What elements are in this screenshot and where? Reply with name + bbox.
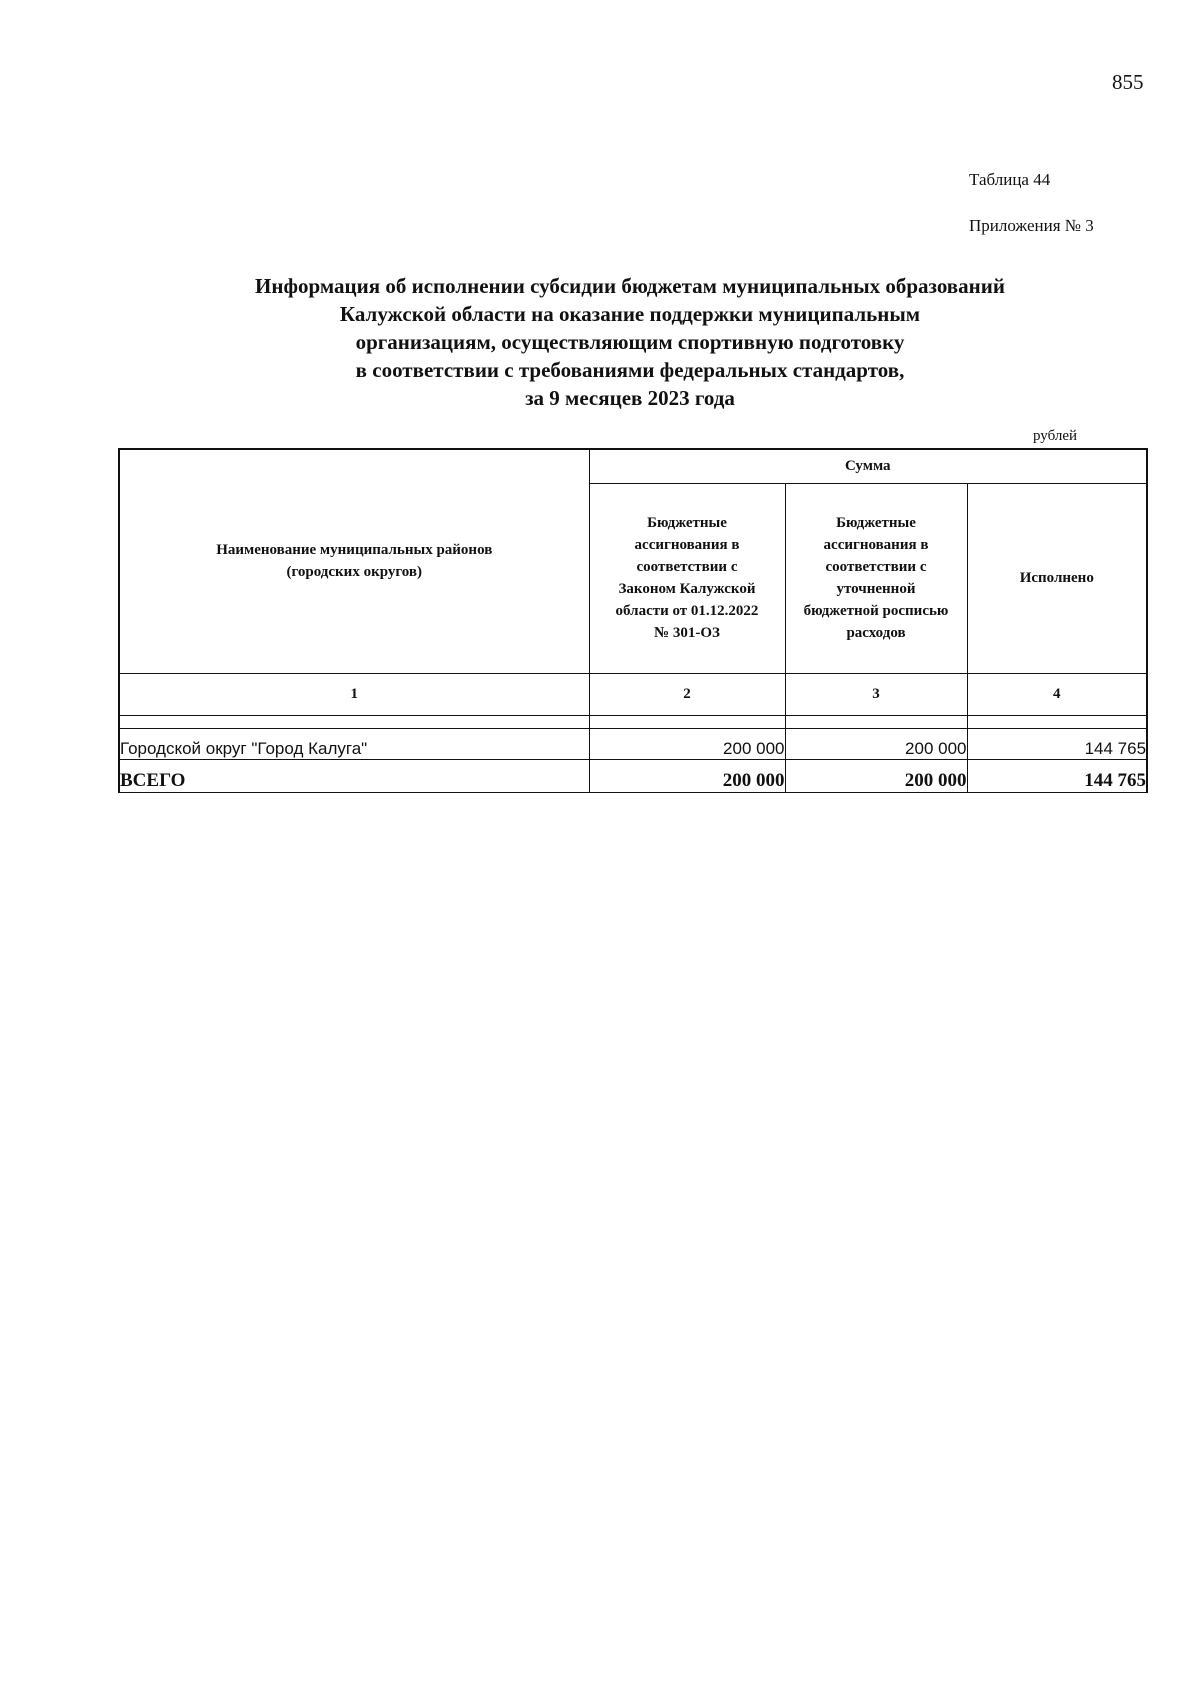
table-label: Таблица 44 [969,170,1051,189]
budget-table [118,448,1148,793]
row-name: Городской округ "Город Калуга" [119,728,589,759]
header-refined-allocation [785,483,967,673]
column-number: 4 [967,673,1147,715]
column-number: 3 [785,673,967,715]
total-refined-allocation: 200 000 [785,759,967,792]
column-number: 2 [589,673,785,715]
header-refined-line: ассигнования в [823,537,929,553]
units-label: рублей [1033,428,1078,444]
document-title [130,272,1130,412]
header-law-line: соответствии с [636,559,738,575]
row-law-allocation: 200 000 [589,728,785,759]
page-number: 855 [1112,70,1144,94]
spacer-cell [785,715,967,728]
spacer-cell [119,715,589,728]
header-law-line: ассигнования в [634,537,740,553]
total-executed: 144 765 [967,759,1147,792]
header-law-line: области от 01.12.2022 [615,603,759,619]
spacer-cell [967,715,1147,728]
header-law-line: Бюджетные [647,515,727,531]
header-refined-line: Бюджетные [836,515,916,531]
header-refined-line: уточненной [836,581,916,597]
row-refined-allocation: 200 000 [785,728,967,759]
appendix-label: Приложения № 3 [969,216,1094,235]
header-refined-line: расходов [846,625,906,641]
total-row [119,759,1147,792]
title-line: Информация об исполнении субсидии бюджетам муниципальных образований [255,274,1005,298]
title-line: в соответствии с требованиями федеральных стандартов, [355,358,905,382]
total-law-allocation: 200 000 [589,759,785,792]
total-name: ВСЕГО [119,759,589,792]
table-row [119,728,1147,759]
row-executed: 144 765 [967,728,1147,759]
header-refined-line: бюджетной росписью [803,603,949,619]
header-law-allocation [589,483,785,673]
header-name-line: (городских округов) [286,564,423,581]
header-executed: Исполнено [967,483,1147,673]
title-line: Калужской области на оказание поддержки муниципальным [339,302,921,326]
header-name-line: Наименование муниципальных районов [216,542,493,559]
header-sum-group: Сумма [589,449,1147,483]
header-law-line: Законом Калужской [618,581,756,597]
header-name-cell [119,449,589,673]
header-refined-line: соответствии с [825,559,927,575]
header-law-line: № 301-ОЗ [654,625,720,641]
title-line: за 9 месяцев 2023 года [525,386,735,410]
title-line: организациям, осуществляющим спортивную подготовку [355,330,905,354]
column-number: 1 [119,673,589,715]
spacer-cell [589,715,785,728]
